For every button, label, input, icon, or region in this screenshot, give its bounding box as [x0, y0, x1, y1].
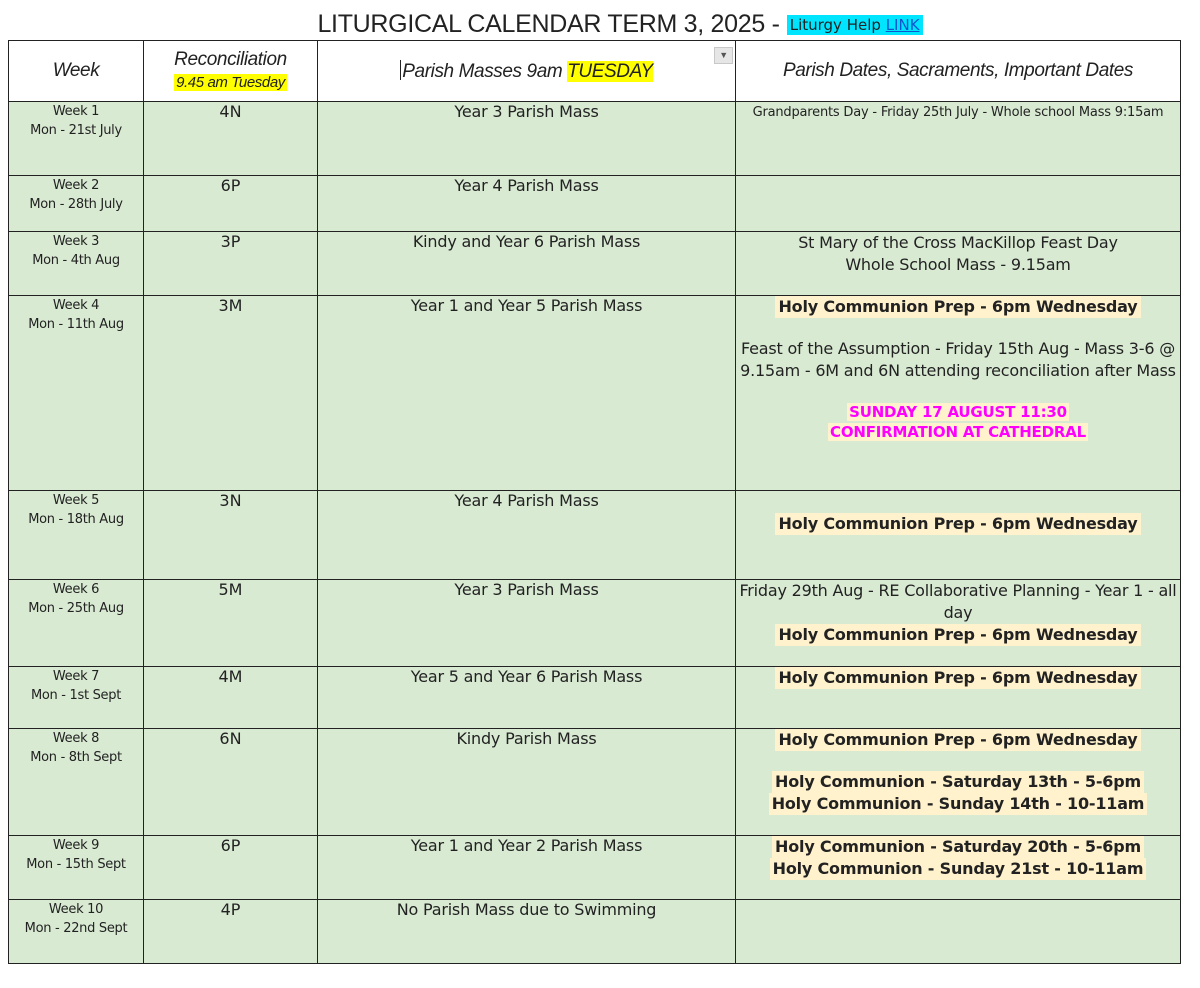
mass-cell: Year 4 Parish Mass — [318, 176, 736, 232]
holy-communion-sunday: Holy Communion - Sunday 14th - 10-11am — [769, 793, 1148, 815]
week-cell — [9, 176, 144, 232]
week-cell — [9, 296, 144, 491]
mass-cell: Year 3 Parish Mass — [318, 580, 736, 667]
dates-cell — [736, 667, 1181, 729]
filter-dropdown-icon[interactable]: ▼ — [714, 47, 733, 64]
week-label: Week 8 — [52, 731, 100, 746]
holy-communion-prep: Holy Communion Prep - 6pm Wednesday — [775, 667, 1140, 689]
week-cell — [9, 729, 144, 836]
week-date: Mon - 4th Aug — [32, 253, 120, 268]
week-date: Mon - 18th Aug — [28, 512, 124, 527]
reconciliation-cell: 6P — [144, 176, 318, 232]
mass-cell: Year 3 Parish Mass — [318, 102, 736, 176]
week-label: Week 3 — [52, 234, 100, 249]
reconciliation-cell: 4M — [144, 667, 318, 729]
holy-communion-prep: Holy Communion Prep - 6pm Wednesday — [775, 729, 1140, 751]
week-label: Week 5 — [52, 493, 100, 508]
header-row — [9, 41, 1181, 102]
week-date: Mon - 11th Aug — [28, 317, 124, 332]
week-cell — [9, 491, 144, 580]
week-date: Mon - 15th Sept — [26, 857, 126, 872]
dates-note: Whole School Mass - 9.15am — [845, 255, 1071, 274]
reconciliation-cell: 4N — [144, 102, 318, 176]
mass-cell: Kindy Parish Mass — [318, 729, 736, 836]
reconciliation-cell: 4P — [144, 900, 318, 964]
week-cell — [9, 232, 144, 296]
dates-cell — [736, 102, 1181, 176]
week-cell — [9, 667, 144, 729]
table-row — [9, 232, 1181, 296]
reconciliation-cell: 5M — [144, 580, 318, 667]
table-row — [9, 729, 1181, 836]
week-date: Mon - 25th Aug — [28, 601, 124, 616]
table-row — [9, 176, 1181, 232]
reconciliation-cell: 3M — [144, 296, 318, 491]
dates-cell — [736, 176, 1181, 232]
parish-masses-day: TUESDAY — [567, 60, 653, 82]
holy-communion-prep: Holy Communion Prep - 6pm Wednesday — [775, 513, 1140, 535]
holy-communion-prep: Holy Communion Prep - 6pm Wednesday — [775, 624, 1140, 646]
reconciliation-header — [144, 41, 318, 102]
table-row — [9, 296, 1181, 491]
dates-note: Grandparents Day - Friday 25th July - Whole school Mass 9:15am — [752, 105, 1164, 120]
dates-note: St Mary of the Cross MacKillop Feast Day — [798, 233, 1118, 252]
table-row — [9, 580, 1181, 667]
week-label: Week 4 — [52, 298, 100, 313]
liturgy-help-link[interactable]: LINK — [885, 16, 920, 34]
parish-masses-header — [318, 41, 736, 102]
dates-cell — [736, 296, 1181, 491]
week-label: Week 2 — [52, 178, 100, 193]
table-row — [9, 900, 1181, 964]
liturgy-help-label: Liturgy Help — [789, 16, 881, 34]
mass-cell: No Parish Mass due to Swimming — [318, 900, 736, 964]
confirmation-notice — [736, 402, 1180, 442]
reconciliation-time: 9.45 am Tuesday — [176, 74, 285, 91]
reconciliation-header-label: Reconciliation — [174, 49, 287, 70]
table-row — [9, 836, 1181, 900]
reconciliation-cell: 6N — [144, 729, 318, 836]
liturgy-help-badge — [787, 15, 923, 35]
mass-cell: Year 1 and Year 2 Parish Mass — [318, 836, 736, 900]
reconciliation-cell: 3P — [144, 232, 318, 296]
dates-cell — [736, 232, 1181, 296]
table-row — [9, 102, 1181, 176]
dates-cell — [736, 836, 1181, 900]
liturgical-calendar-table — [8, 40, 1181, 964]
confirmation-date: SUNDAY 17 AUGUST 11:30 — [849, 403, 1067, 421]
week-date: Mon - 21st July — [30, 123, 122, 138]
dates-cell — [736, 491, 1181, 580]
table-row — [9, 491, 1181, 580]
week-date: Mon - 8th Sept — [30, 750, 122, 765]
calendar-title: LITURGICAL CALENDAR TERM 3, 2025 - — [317, 10, 780, 38]
holy-communion-prep: Holy Communion Prep - 6pm Wednesday — [775, 296, 1140, 318]
dates-cell — [736, 580, 1181, 667]
holy-communion-sunday: Holy Communion - Sunday 21st - 10-11am — [770, 858, 1147, 880]
holy-communion-saturday: Holy Communion - Saturday 13th - 5-6pm — [772, 771, 1144, 793]
mass-cell: Year 1 and Year 5 Parish Mass — [318, 296, 736, 491]
dates-cell — [736, 729, 1181, 836]
reconciliation-cell: 6P — [144, 836, 318, 900]
table-row — [9, 667, 1181, 729]
document-title — [0, 10, 1200, 39]
week-date: Mon - 1st Sept — [30, 688, 122, 703]
week-label: Week 10 — [48, 902, 104, 917]
week-cell — [9, 102, 144, 176]
parish-dates-header: Parish Dates, Sacraments, Important Dates — [736, 41, 1181, 102]
dates-note: Friday 29th Aug - RE Collaborative Planning - Year 1 - all day — [739, 581, 1177, 622]
confirmation-location: CONFIRMATION AT CATHEDRAL — [830, 423, 1086, 441]
week-header: Week — [9, 41, 144, 102]
reconciliation-cell: 3N — [144, 491, 318, 580]
mass-cell: Kindy and Year 6 Parish Mass — [318, 232, 736, 296]
parish-masses-label: Parish Masses 9am — [402, 60, 563, 82]
week-date: Mon - 28th July — [29, 197, 123, 212]
week-label: Week 6 — [52, 582, 100, 597]
week-label: Week 9 — [52, 838, 100, 853]
week-label: Week 1 — [52, 104, 100, 119]
week-cell — [9, 900, 144, 964]
week-cell — [9, 580, 144, 667]
mass-cell: Year 5 and Year 6 Parish Mass — [318, 667, 736, 729]
mass-cell: Year 4 Parish Mass — [318, 491, 736, 580]
dates-note: Feast of the Assumption - Friday 15th Aug - Mass 3-6 @ 9.15am - 6M and 6N attending reconciliation after Mass — [740, 339, 1176, 380]
week-date: Mon - 22nd Sept — [24, 921, 128, 936]
dates-cell — [736, 900, 1181, 964]
week-cell — [9, 836, 144, 900]
week-label: Week 7 — [52, 669, 100, 684]
holy-communion-saturday: Holy Communion - Saturday 20th - 5-6pm — [772, 836, 1144, 858]
